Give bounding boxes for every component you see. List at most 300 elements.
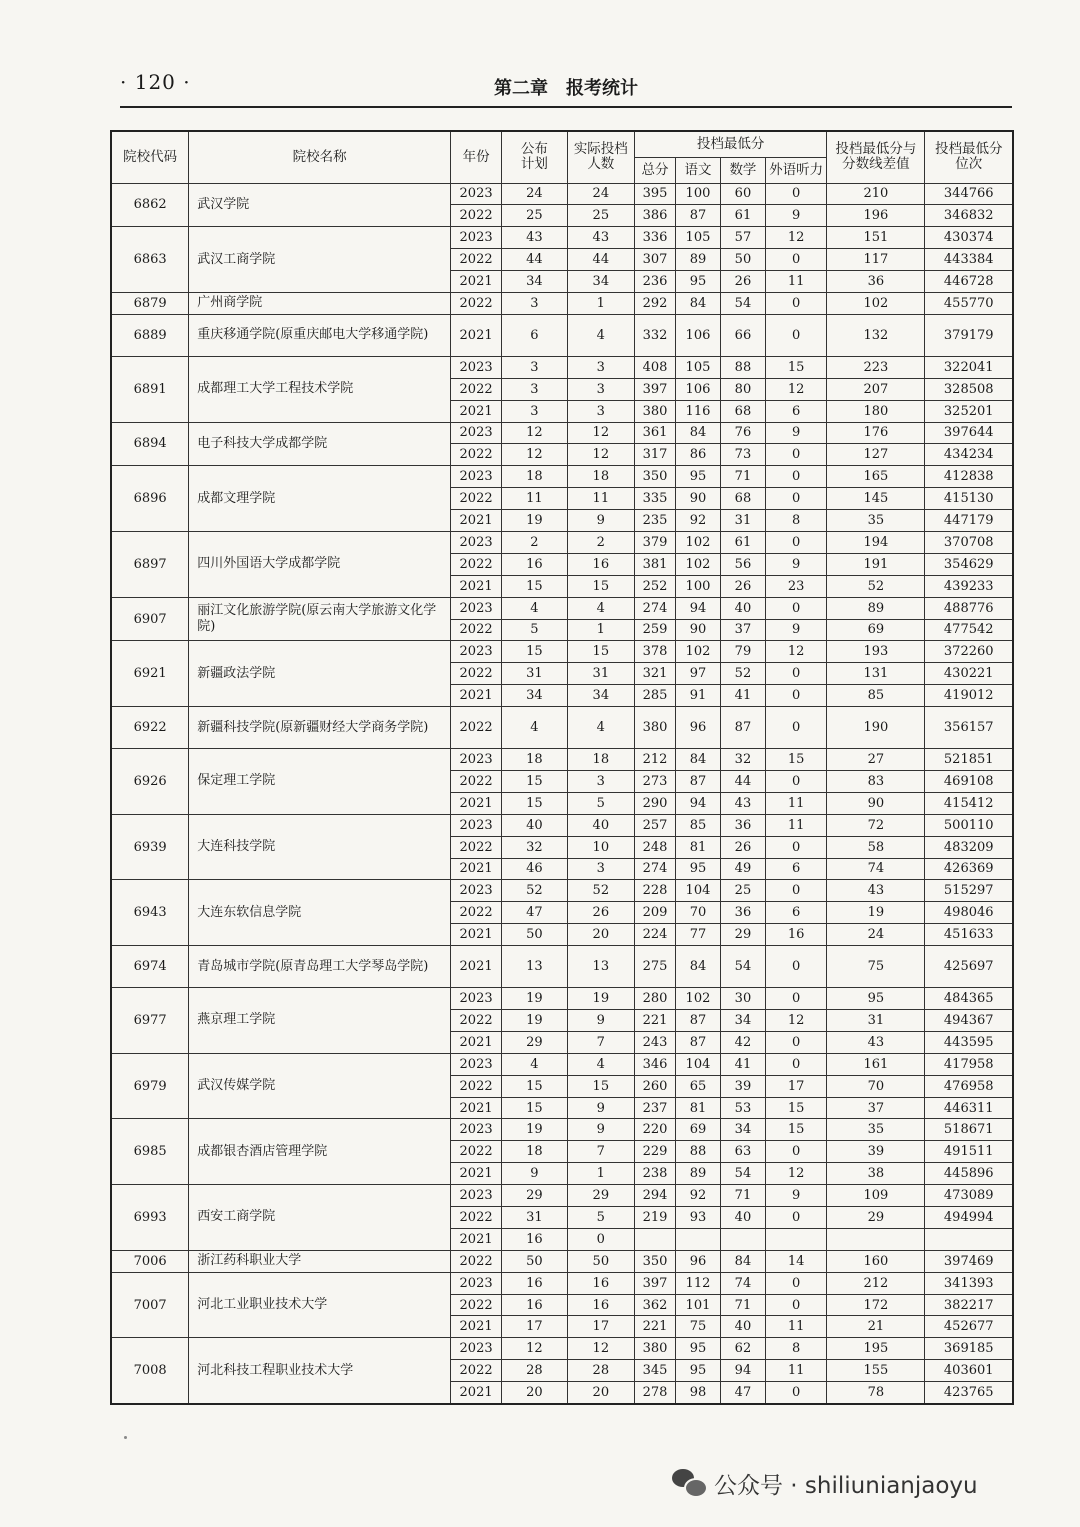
cell-chinese: 87 [675,770,720,792]
header-year: 年份 [451,131,502,183]
school-code: 6889 [111,314,189,356]
cell-year: 2021 [451,1228,502,1250]
cell-year: 2021 [451,1097,502,1119]
cell-actual: 4 [567,707,634,749]
school-name: 成都理工大学工程技术学院 [189,356,451,422]
cell-math [720,1228,765,1250]
cell-plan: 4 [502,707,567,749]
cell-plan: 15 [502,770,567,792]
cell-year: 2022 [451,488,502,510]
cell-diff: 89 [827,597,925,619]
cell-diff: 196 [827,205,925,227]
cell-listening: 0 [765,1207,826,1229]
cell-chinese: 116 [675,400,720,422]
school-name: 丽江文化旅游学院(原云南大学旅游文化学院) [189,597,451,641]
cell-actual: 12 [567,1338,634,1360]
cell-rank: 483209 [925,836,1013,858]
cell-diff: 70 [827,1075,925,1097]
cell-actual: 10 [567,836,634,858]
cell-diff: 151 [827,227,925,249]
cell-year: 2022 [451,836,502,858]
cell-actual: 26 [567,902,634,924]
table-row [111,314,1013,356]
cell-actual: 1 [567,619,634,641]
cell-plan: 15 [502,1097,567,1119]
cell-year: 2022 [451,205,502,227]
cell-math: 50 [720,249,765,271]
cell-rank: 446728 [925,271,1013,293]
school-code: 6879 [111,292,189,314]
cell-chinese: 97 [675,663,720,685]
cell-year: 2022 [451,707,502,749]
cell-year: 2023 [451,880,502,902]
header-diff: 投档最低分与分数线差值 [827,131,925,183]
cell-actual: 12 [567,444,634,466]
cell-diff: 69 [827,619,925,641]
cell-rank: 379179 [925,314,1013,356]
cell-rank: 445896 [925,1163,1013,1185]
header-math: 数学 [720,157,765,183]
cell-rank: 443384 [925,249,1013,271]
cell-plan: 9 [502,1163,567,1185]
cell-total: 274 [635,597,676,619]
school-name: 武汉传媒学院 [189,1053,451,1119]
cell-total: 209 [635,902,676,924]
cell-actual: 4 [567,314,634,356]
cell-diff: 102 [827,292,925,314]
cell-plan: 12 [502,444,567,466]
cell-plan: 15 [502,641,567,663]
cell-total: 346 [635,1053,676,1075]
cell-plan: 19 [502,988,567,1010]
cell-diff: 145 [827,488,925,510]
cell-math: 41 [720,1053,765,1075]
cell-diff: 43 [827,880,925,902]
header-total: 总分 [635,157,676,183]
cell-chinese: 89 [675,249,720,271]
cell-plan: 32 [502,836,567,858]
cell-actual: 43 [567,227,634,249]
cell-year: 2021 [451,858,502,880]
cell-chinese: 92 [675,510,720,532]
cell-actual: 17 [567,1316,634,1338]
cell-year: 2022 [451,1141,502,1163]
cell-total: 381 [635,553,676,575]
cell-listening: 0 [765,531,826,553]
table-row [111,466,1013,488]
cell-year: 2023 [451,641,502,663]
cell-diff: 85 [827,685,925,707]
cell-listening: 0 [765,314,826,356]
cell-rank: 322041 [925,356,1013,378]
cell-rank: 446311 [925,1097,1013,1119]
cell-actual: 16 [567,553,634,575]
cell-chinese: 91 [675,685,720,707]
cell-total: 290 [635,792,676,814]
cell-actual: 5 [567,1207,634,1229]
cell-chinese: 90 [675,488,720,510]
cell-math: 37 [720,619,765,641]
school-code: 6896 [111,466,189,532]
cell-diff: 190 [827,707,925,749]
cell-listening: 0 [765,1031,826,1053]
cell-rank: 369185 [925,1338,1013,1360]
cell-diff: 95 [827,988,925,1010]
cell-year: 2022 [451,619,502,641]
cell-math: 25 [720,880,765,902]
cell-listening: 12 [765,227,826,249]
cell-diff: 19 [827,902,925,924]
cell-actual: 25 [567,205,634,227]
cell-year: 2022 [451,1207,502,1229]
cell-rank: 415130 [925,488,1013,510]
cell-chinese: 89 [675,1163,720,1185]
cell-diff: 24 [827,924,925,946]
cell-chinese: 81 [675,1097,720,1119]
school-name: 成都银杏酒店管理学院 [189,1119,451,1185]
cell-diff: 109 [827,1185,925,1207]
cell-rank: 447179 [925,510,1013,532]
cell-total: 380 [635,400,676,422]
cell-listening: 11 [765,792,826,814]
cell-diff: 155 [827,1360,925,1382]
cell-chinese: 104 [675,1053,720,1075]
cell-chinese: 102 [675,641,720,663]
cell-math: 39 [720,1075,765,1097]
cell-math: 60 [720,183,765,205]
cell-rank: 469108 [925,770,1013,792]
cell-diff: 27 [827,749,925,771]
cell-plan: 20 [502,1382,567,1404]
school-name: 浙江药科职业大学 [189,1250,451,1272]
cell-plan: 5 [502,619,567,641]
cell-rank: 439233 [925,575,1013,597]
cell-actual: 34 [567,685,634,707]
cell-year: 2022 [451,902,502,924]
school-code: 7008 [111,1338,189,1404]
cell-listening: 11 [765,271,826,293]
cell-diff: 161 [827,1053,925,1075]
cell-math: 40 [720,597,765,619]
table-row [111,1250,1013,1272]
cell-total: 321 [635,663,676,685]
cell-total: 395 [635,183,676,205]
cell-diff: 172 [827,1294,925,1316]
cell-year: 2021 [451,314,502,356]
cell-plan: 3 [502,400,567,422]
cell-plan: 2 [502,531,567,553]
cell-plan: 4 [502,597,567,619]
cell-math: 68 [720,488,765,510]
cell-rank: 397644 [925,422,1013,444]
cell-actual: 3 [567,858,634,880]
cell-diff: 29 [827,1207,925,1229]
cell-diff: 72 [827,814,925,836]
cell-rank: 344766 [925,183,1013,205]
cell-actual: 7 [567,1141,634,1163]
cell-total: 335 [635,488,676,510]
cell-total: 278 [635,1382,676,1404]
cell-rank: 500110 [925,814,1013,836]
cell-chinese: 84 [675,292,720,314]
cell-chinese: 94 [675,792,720,814]
school-code: 6862 [111,183,189,227]
cell-actual: 50 [567,1250,634,1272]
school-name: 青岛城市学院(原青岛理工大学琴岛学院) [189,946,451,988]
cell-math: 26 [720,271,765,293]
cell-math: 71 [720,466,765,488]
cell-total: 386 [635,205,676,227]
cell-chinese: 100 [675,183,720,205]
cell-year: 2021 [451,946,502,988]
school-name: 电子科技大学成都学院 [189,422,451,466]
cell-rank: 498046 [925,902,1013,924]
cell-math: 61 [720,531,765,553]
cell-chinese: 65 [675,1075,720,1097]
cell-listening: 0 [765,707,826,749]
cell-plan: 29 [502,1031,567,1053]
school-name: 保定理工学院 [189,749,451,815]
cell-plan: 13 [502,946,567,988]
cell-total: 212 [635,749,676,771]
cell-actual: 9 [567,1010,634,1032]
cell-actual: 1 [567,1163,634,1185]
cell-plan: 4 [502,1053,567,1075]
cell-actual: 0 [567,1228,634,1250]
cell-listening: 9 [765,1185,826,1207]
cell-diff: 78 [827,1382,925,1404]
cell-listening: 0 [765,663,826,685]
cell-math: 74 [720,1272,765,1294]
cell-total: 275 [635,946,676,988]
cell-listening: 15 [765,749,826,771]
cell-total: 219 [635,1207,676,1229]
cell-year: 2022 [451,1075,502,1097]
school-name: 河北科技工程职业技术大学 [189,1338,451,1404]
cell-chinese [675,1228,720,1250]
cell-rank: 415412 [925,792,1013,814]
table-row [111,183,1013,205]
cell-diff: 176 [827,422,925,444]
cell-year: 2021 [451,1382,502,1404]
cell-diff: 117 [827,249,925,271]
cell-total: 361 [635,422,676,444]
cell-year: 2023 [451,227,502,249]
school-name: 新疆科技学院(原新疆财经大学商务学院) [189,707,451,749]
cell-math: 79 [720,641,765,663]
cell-diff: 90 [827,792,925,814]
cell-listening: 0 [765,988,826,1010]
cell-diff: 132 [827,314,925,356]
cell-total: 378 [635,641,676,663]
cell-total: 380 [635,707,676,749]
cell-year: 2021 [451,510,502,532]
cell-math: 36 [720,814,765,836]
cell-diff: 35 [827,510,925,532]
cell-total: 235 [635,510,676,532]
cell-diff: 207 [827,378,925,400]
cell-diff: 37 [827,1097,925,1119]
cell-year: 2023 [451,1338,502,1360]
cell-listening: 0 [765,685,826,707]
cell-plan: 50 [502,924,567,946]
table-row [111,1272,1013,1294]
cell-actual: 20 [567,924,634,946]
cell-diff: 21 [827,1316,925,1338]
cell-math: 32 [720,749,765,771]
cell-year: 2023 [451,466,502,488]
table-header [111,131,1013,183]
cell-total: 224 [635,924,676,946]
cell-rank: 372260 [925,641,1013,663]
cell-listening: 15 [765,356,826,378]
cell-actual: 9 [567,1119,634,1141]
cell-chinese: 98 [675,1382,720,1404]
cell-math: 40 [720,1316,765,1338]
cell-year: 2022 [451,1250,502,1272]
cell-rank: 518671 [925,1119,1013,1141]
cell-total: 248 [635,836,676,858]
cell-plan: 31 [502,663,567,685]
cell-plan: 24 [502,183,567,205]
cell-plan: 47 [502,902,567,924]
cell-diff: 180 [827,400,925,422]
cell-total: 350 [635,466,676,488]
cell-rank: 425697 [925,946,1013,988]
cell-rank: 354629 [925,553,1013,575]
cell-year: 2023 [451,356,502,378]
table-row [111,749,1013,771]
school-name: 燕京理工学院 [189,988,451,1054]
cell-listening: 12 [765,641,826,663]
cell-listening: 11 [765,1316,826,1338]
cell-listening: 0 [765,770,826,792]
cell-chinese: 92 [675,1185,720,1207]
cell-plan: 40 [502,814,567,836]
cell-total: 292 [635,292,676,314]
cell-math: 43 [720,792,765,814]
cell-math: 40 [720,1207,765,1229]
cell-math: 34 [720,1010,765,1032]
cell-rank: 494367 [925,1010,1013,1032]
cell-listening [765,1228,826,1250]
cell-total: 332 [635,314,676,356]
cell-math: 88 [720,356,765,378]
cell-listening: 0 [765,1382,826,1404]
school-code: 6926 [111,749,189,815]
school-code: 6897 [111,531,189,597]
cell-year: 2022 [451,1010,502,1032]
cell-diff: 193 [827,641,925,663]
cell-listening: 9 [765,619,826,641]
cell-rank: 423765 [925,1382,1013,1404]
cell-math: 68 [720,400,765,422]
cell-rank: 325201 [925,400,1013,422]
cell-year: 2023 [451,183,502,205]
cell-math: 41 [720,685,765,707]
cell-total: 397 [635,378,676,400]
cell-diff: 195 [827,1338,925,1360]
cell-rank: 484365 [925,988,1013,1010]
school-code: 6891 [111,356,189,422]
table-row [111,422,1013,444]
cell-listening: 0 [765,880,826,902]
cell-diff: 43 [827,1031,925,1053]
cell-actual: 13 [567,946,634,988]
cell-year: 2022 [451,249,502,271]
cell-plan: 3 [502,356,567,378]
cell-actual: 24 [567,183,634,205]
cell-math: 84 [720,1250,765,1272]
table-row [111,531,1013,553]
cell-year: 2023 [451,422,502,444]
cell-chinese: 84 [675,422,720,444]
school-code: 7006 [111,1250,189,1272]
cell-chinese: 105 [675,227,720,249]
cell-rank: 494994 [925,1207,1013,1229]
cell-chinese: 75 [675,1316,720,1338]
cell-chinese: 96 [675,707,720,749]
cell-diff: 127 [827,444,925,466]
cell-chinese: 77 [675,924,720,946]
cell-rank: 328508 [925,378,1013,400]
cell-listening: 15 [765,1097,826,1119]
school-code: 6922 [111,707,189,749]
cell-total: 280 [635,988,676,1010]
cell-actual: 11 [567,488,634,510]
school-code: 6921 [111,641,189,707]
cell-math: 61 [720,205,765,227]
cell-rank: 412838 [925,466,1013,488]
cell-plan: 31 [502,1207,567,1229]
cell-rank: 491511 [925,1141,1013,1163]
cell-plan: 34 [502,685,567,707]
cell-total: 220 [635,1119,676,1141]
cell-chinese: 102 [675,988,720,1010]
cell-rank: 521851 [925,749,1013,771]
cell-plan: 52 [502,880,567,902]
cell-total: 259 [635,619,676,641]
table-row [111,1053,1013,1075]
cell-year: 2022 [451,663,502,685]
cell-actual: 16 [567,1272,634,1294]
cell-actual: 12 [567,422,634,444]
cell-plan: 34 [502,271,567,293]
cell-math: 31 [720,510,765,532]
table-body [111,183,1013,1404]
cell-math: 63 [720,1141,765,1163]
cell-diff: 75 [827,946,925,988]
cell-year: 2023 [451,531,502,553]
cell-plan: 28 [502,1360,567,1382]
header-min-score-group: 投档最低分 [635,131,827,157]
cell-diff: 31 [827,1010,925,1032]
cell-diff: 191 [827,553,925,575]
cell-actual: 3 [567,400,634,422]
cell-chinese: 93 [675,1207,720,1229]
cell-chinese: 106 [675,314,720,356]
cell-math: 80 [720,378,765,400]
cell-plan: 19 [502,1119,567,1141]
cell-plan: 12 [502,1338,567,1360]
cell-math: 52 [720,663,765,685]
cell-plan: 19 [502,1010,567,1032]
cell-rank [925,1228,1013,1250]
table-row [111,227,1013,249]
cell-diff: 52 [827,575,925,597]
cell-chinese: 106 [675,378,720,400]
cell-diff: 160 [827,1250,925,1272]
